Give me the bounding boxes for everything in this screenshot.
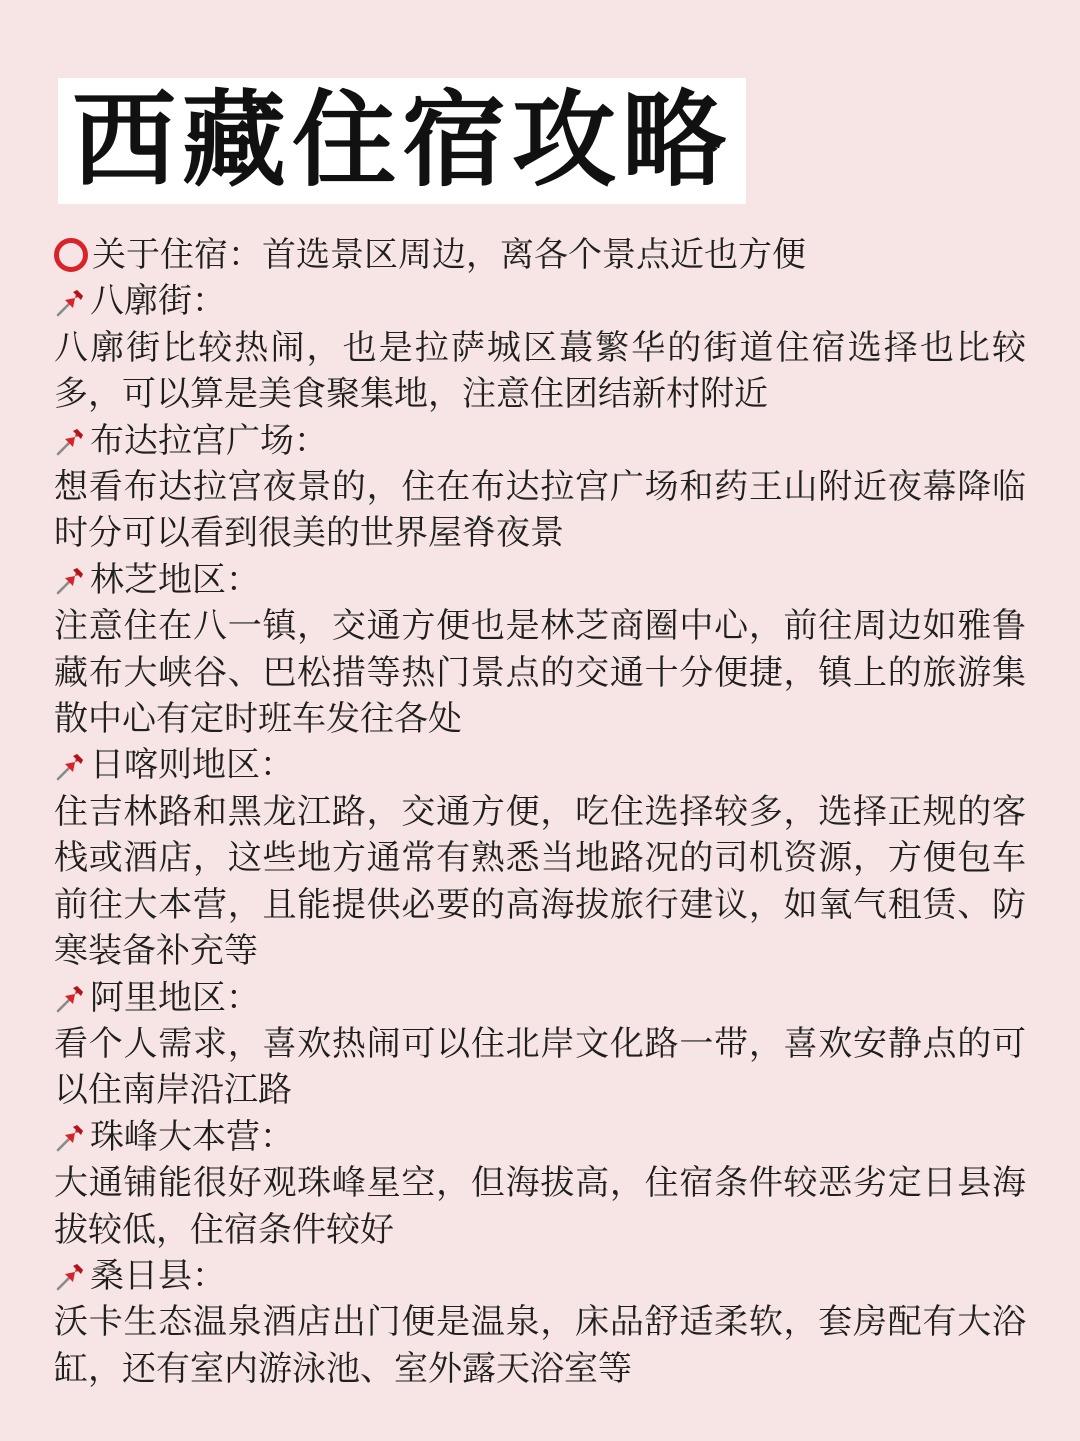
section-heading-text: 阿里地区： — [90, 977, 260, 1018]
section-heading — [54, 557, 1026, 603]
section-heading-text: 八廓街： — [90, 281, 226, 322]
section-heading — [54, 418, 1026, 464]
pushpin-icon — [54, 563, 88, 597]
section-heading-text: 布达拉宫广场： — [90, 420, 328, 461]
section-body: 沃卡生态温泉酒店出门便是温泉，床品舒适柔软，套房配有大浴缸，还有室内游泳池、室外露天浴室等 — [54, 1302, 1026, 1389]
section-body: 想看布达拉宫夜景的，住在布达拉宫广场和药王山附近夜幕降临时分可以看到很美的世界屋脊夜景 — [54, 467, 1026, 554]
pushpin-icon — [54, 285, 88, 319]
page-title: 西藏住宿攻略 — [72, 79, 733, 201]
section-heading — [54, 975, 1026, 1021]
section-body: 看个人需求，喜欢热闹可以住北岸文化路一带，喜欢安静点的可以住南岸沿江路 — [54, 1023, 1026, 1111]
section-body: 住吉林路和黑龙江路，交通方便，吃住选择较多，选择正规的客栈或酒店，这些地方通常有熟悉当地路况的司机资源，方便包车前往大本营，且能提供必要的高海拔旅行建议，如氧气租赁、防寒装备补充等 — [54, 791, 1026, 972]
section-heading — [54, 1253, 1026, 1299]
section-heading-text: 林芝地区： — [90, 559, 260, 600]
section-heading — [54, 742, 1026, 788]
section-heading-text: 桑日县： — [90, 1255, 226, 1296]
section-heading — [54, 278, 1026, 324]
section — [54, 1114, 1026, 1253]
red-ring-icon — [54, 238, 88, 272]
title-box — [58, 78, 746, 204]
section — [54, 742, 1026, 974]
pushpin-icon — [54, 424, 88, 458]
section-body: 注意住在八一镇，交通方便也是林芝商圈中心，前往周边如雅鲁藏布大峡谷、巴松措等热门景点的交通十分便捷，镇上的旅游集散中心有定时班车发往各处 — [54, 606, 1026, 740]
section — [54, 1253, 1026, 1392]
section-body: 大通铺能很好观珠峰星空，但海拔高，住宿条件较恶劣定日县海拔较低，住宿条件较好 — [54, 1163, 1026, 1250]
intro-text: 关于住宿：首选景区周边，离各个景点近也方便 — [92, 235, 806, 275]
section-body: 八廓街比较热闹，也是拉萨城区蕞繁华的街道住宿选择也比较多，可以算是美食聚集地，注意住团结新村附近 — [54, 327, 1026, 415]
pushpin-icon — [54, 749, 88, 783]
pushpin-icon — [54, 1120, 88, 1154]
pushpin-icon — [54, 981, 88, 1015]
section — [54, 418, 1026, 557]
content-body — [54, 232, 1026, 1392]
intro-line — [54, 232, 1026, 278]
section-heading — [54, 1114, 1026, 1160]
section — [54, 278, 1026, 417]
section — [54, 975, 1026, 1114]
pushpin-icon — [54, 1259, 88, 1293]
section-heading-text: 珠峰大本营： — [90, 1116, 294, 1157]
section — [54, 557, 1026, 743]
section-heading-text: 日喀则地区： — [90, 745, 294, 786]
